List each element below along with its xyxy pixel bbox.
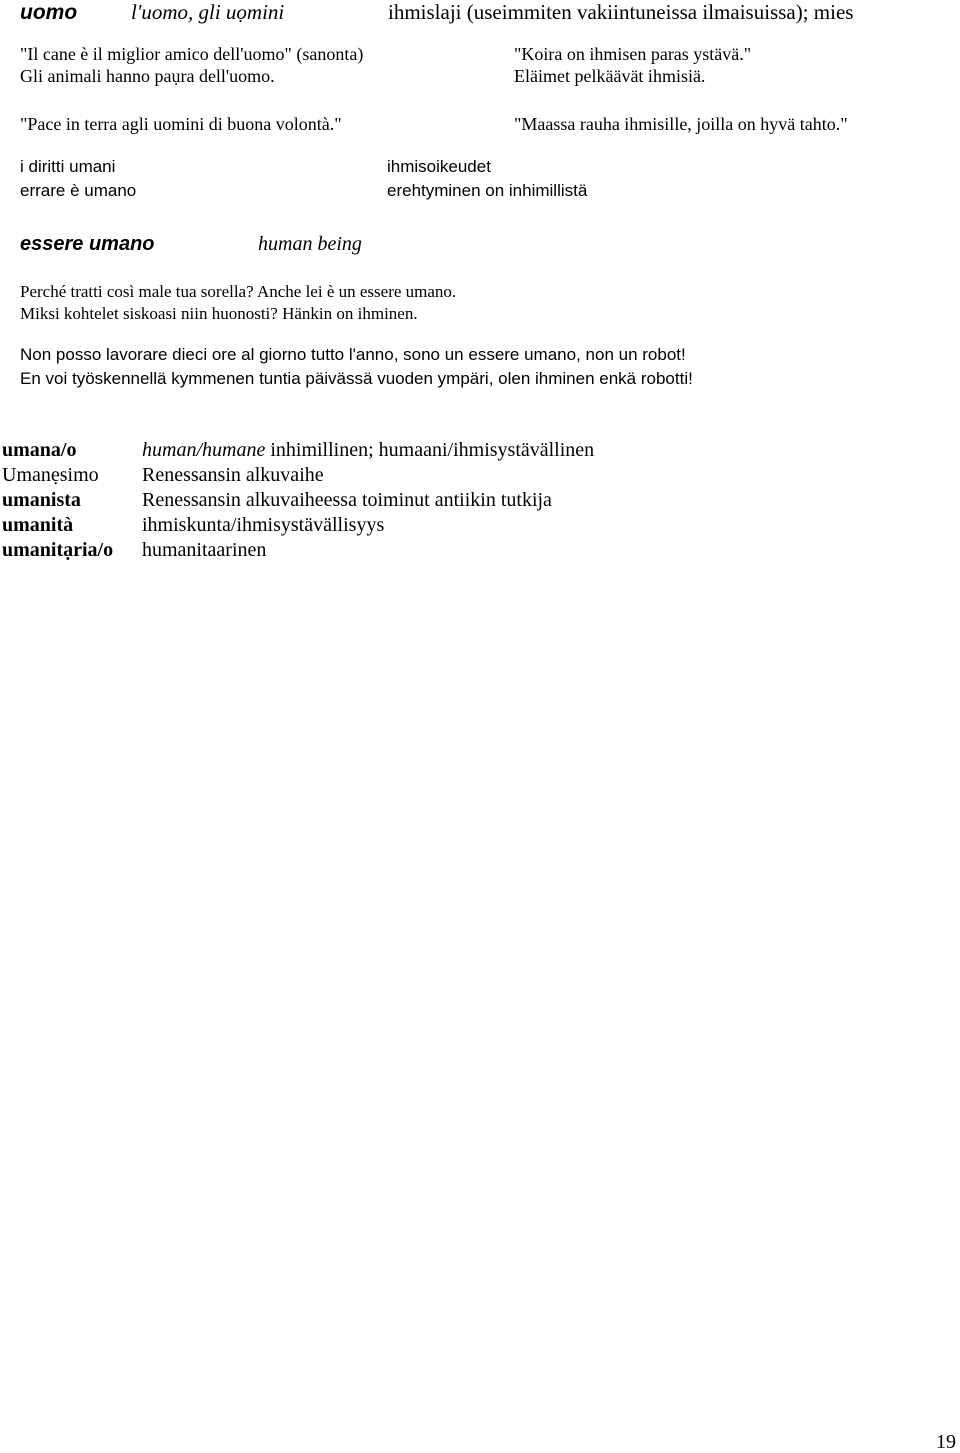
entry-forms: l'uomo, gli uọmini xyxy=(131,0,285,24)
derived-term-1: umana/o xyxy=(2,439,77,461)
example-fi-2: Eläimet pelkäävät ihmisiä. xyxy=(514,66,706,86)
sentence-it-2: Non posso lavorare dieci ore al giorno tutto l'anno, sono un essere umano, non un robot! xyxy=(20,345,686,364)
phrase-it-2: errare è umano xyxy=(20,181,137,200)
example-it-1: "Il cane è il miglior amico dell'uomo" (sanonta) xyxy=(20,44,364,64)
entry-word: uomo xyxy=(20,1,78,24)
derived-gloss-5: humanitaarinen xyxy=(142,539,267,561)
derived-term-3: umanista xyxy=(2,489,81,511)
sentence-fi-1: Miksi kohtelet siskoasi niin huonosti? Hänkin on ihminen. xyxy=(20,304,418,323)
derived-gloss-text-1: inhimillinen; humaani/ihmisystävällinen xyxy=(265,439,595,461)
example-it-2: Gli animali hanno paụra dell'uomo. xyxy=(20,66,275,86)
subentry-translation: human being xyxy=(258,233,362,255)
derived-gloss-1 xyxy=(142,440,594,460)
derived-term-5: umanitạria/o xyxy=(2,539,114,561)
example-it-3: "Pace in terra agli uomini di buona volontà." xyxy=(20,114,342,134)
derived-term-4: umanità xyxy=(2,514,74,536)
derived-gloss-2: Renessansin alkuvaihe xyxy=(142,464,324,486)
sentence-fi-2: En voi työskennellä kymmenen tuntia päivässä vuoden ympäri, olen ihminen enkä robotti! xyxy=(20,369,693,388)
derived-gloss-italic-1: human/humane xyxy=(142,439,266,461)
page-number: 19 xyxy=(936,1431,956,1453)
subentry-word: essere umano xyxy=(20,233,155,255)
example-fi-1: "Koira on ihmisen paras ystävä." xyxy=(514,44,752,64)
derived-gloss-3: Renessansin alkuvaiheessa toiminut antiikin tutkija xyxy=(142,489,552,511)
phrase-it-1: i diritti umani xyxy=(20,157,116,176)
entry-meaning: ihmislaji (useimmiten vakiintuneissa ilmaisuissa); mies xyxy=(388,0,854,24)
phrase-fi-1: ihmisoikeudet xyxy=(387,157,491,176)
sentence-it-1: Perché tratti così male tua sorella? Anche lei è un essere umano. xyxy=(20,282,457,301)
derived-gloss-4: ihmiskunta/ihmisystävällisyys xyxy=(142,514,385,536)
derived-term-2: Umanẹsimo xyxy=(2,464,99,486)
example-fi-3: "Maassa rauha ihmisille, joilla on hyvä tahto." xyxy=(514,114,848,134)
phrase-fi-2: erehtyminen on inhimillistä xyxy=(387,181,588,200)
